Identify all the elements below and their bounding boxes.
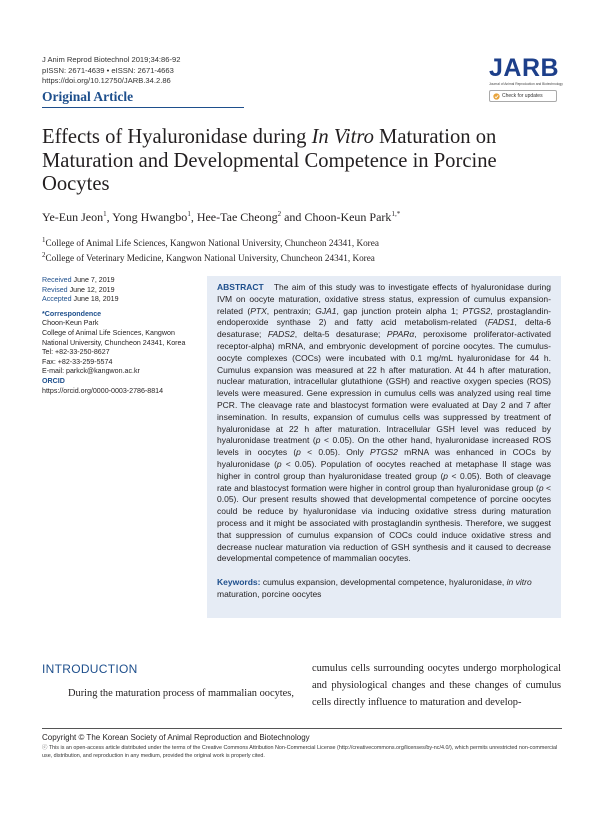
journal-logo	[489, 54, 563, 102]
abstract-italic: p	[296, 447, 301, 458]
check-updates-icon	[493, 93, 500, 100]
abstract-italic: PPARα	[386, 329, 415, 340]
abstract-italic: FADS1	[487, 317, 515, 328]
introduction-heading: INTRODUCTION	[42, 662, 138, 676]
abstract-segment: mRNA was enhanced in COCs by hyaluronidase (	[217, 447, 552, 469]
keywords-segment: maturation, porcine oocytes	[217, 588, 322, 599]
journal-logo-subtitle: Journal of Animal Reproduction and Biotechnology	[489, 82, 563, 86]
revised-value: June 12, 2019	[67, 285, 115, 294]
author-name: Yong Hwangbo	[112, 210, 188, 224]
article-side-info	[42, 276, 202, 396]
orcid-link[interactable]: https://orcid.org/0000-0003-2786-8814	[42, 386, 164, 395]
correspondence-address: College of Animal Life Sciences, Kangwon National University, Chuncheon 24341, Korea	[42, 328, 186, 347]
affiliation-number: 2	[42, 250, 46, 259]
author-separator: ,	[106, 210, 113, 224]
author-affiliation-mark: 2	[277, 210, 282, 218]
journal-citation: J Anim Reprod Biotechnol 2019;34:86-92	[42, 55, 181, 64]
abstract-box	[207, 276, 561, 618]
header-rule	[42, 107, 244, 108]
title-part-2: Maturation on Maturation and Developmental Competence in Porcine Oocytes	[42, 126, 497, 195]
accepted-label: Accepted	[42, 295, 72, 304]
introduction-left-paragraph: During the maturation process of mammalian oocytes,	[68, 688, 294, 699]
journal-logo-text: JARB	[489, 54, 560, 82]
license-notice	[42, 745, 562, 760]
keywords-segment: cumulus expansion, developmental competence, hyaluronidase,	[260, 577, 507, 588]
author-name: Choon-Keun Park	[304, 210, 392, 224]
author-affiliation-mark: 1,*	[391, 210, 401, 218]
article-title	[42, 126, 562, 197]
affiliation-text: College of Animal Life Sciences, Kangwon National University, Chuncheon 24341, Korea	[45, 238, 379, 249]
title-italic: In Vitro	[311, 126, 374, 148]
author-name: Ye-Eun Jeon	[42, 210, 104, 224]
received-date	[42, 276, 202, 286]
correspondence-email[interactable]: E-mail: parkck@kangwon.ac.kr	[42, 367, 140, 376]
revised-date	[42, 286, 202, 296]
abstract-italic: FADS2	[267, 329, 295, 340]
orcid-heading: ORCID	[42, 376, 65, 385]
abstract-segment: , delta-5 desaturase;	[294, 329, 387, 340]
author-affiliation-mark: 1	[187, 210, 191, 218]
article-type: Original Article	[42, 89, 134, 104]
abstract-italic: p	[538, 482, 544, 493]
check-for-updates-button[interactable]	[489, 90, 557, 102]
abstract-segment: , pentraxin;	[266, 305, 316, 316]
doi-link[interactable]: https://doi.org/10.12750/JARB.34.2.86	[42, 76, 171, 86]
issn-line: pISSN: 2671-4639 • eISSN: 2671-4663	[42, 65, 174, 75]
copyright-notice: Copyright © The Korean Society of Animal Reproduction and Biotechnology	[42, 733, 310, 742]
abstract-segment: < 0.05). Our present results showed that developmental competence of porcine oocytes could be reduce by hyaluronidase via inducing oxidative stress during maturation process and it might be associated with prostaglandin synthesis. Therefore, we suggest that suppression of cumulus expansion of COCs could induce oxidative stress and decrease nuclear maturation via reduction of GSH synthesis and it caused to decrease developmental competence of mammalian oocytes.	[217, 482, 551, 564]
abstract-label: ABSTRACT	[217, 282, 264, 292]
keywords	[217, 577, 551, 601]
abstract-italic: PTX	[250, 305, 267, 316]
author-list	[42, 210, 400, 225]
abstract-segment: < 0.05). On the other hand, hyaluronidase increased ROS levels in oocytes (	[217, 435, 551, 458]
title-part-1: Effects of Hyaluronidase during	[42, 126, 312, 148]
abstract-italic: PTGS2	[462, 305, 491, 316]
abstract-text	[217, 282, 551, 565]
article-dates	[42, 276, 202, 305]
received-value: June 7, 2019	[71, 276, 115, 284]
abstract-segment: , delta-6 desaturase;	[217, 317, 551, 340]
accepted-value: June 18, 2019	[71, 295, 119, 304]
abstract-segment: The aim of this study was to investigate effects of hyaluronidase during IVM on oocyte maturation, oxidative stress status, expression of cumulus expansion-related (	[217, 282, 551, 316]
correspondence-heading: *Correspondence	[42, 309, 102, 318]
abstract-segment: < 0.05). Population of oocytes reached at metaphase II stage was higher in control group than hyaluronidase treated group (	[217, 458, 551, 481]
abstract-italic: GJA1	[315, 305, 337, 316]
check-updates-label: Check for updates	[502, 93, 543, 99]
license-text: This is an open-access article distributed under the terms of the Creative Commons Attribution Non-Commercial License (http://creativecommons.org/licenses/by-nc/4.0/), which permits unrestricted non-commercial use, distribution, and reproduction in any medium, provided the original work is properly cited.	[42, 745, 558, 759]
correspondence-fax: Fax: +82-33-259-5574	[42, 357, 113, 366]
creative-commons-icon: ⓒ	[42, 745, 48, 751]
accepted-date	[42, 295, 202, 305]
keywords-italic: in vitro	[506, 577, 532, 588]
abstract-segment: < 0.05). Both of cleavage rate and blastocyst formation were higher in control group than hyaluronidase group (	[217, 470, 551, 493]
journal-meta	[42, 55, 180, 87]
affiliation-1	[42, 235, 379, 250]
abstract-segment: , peroxisome proliferator-activated receptor-alpha) mRNA, and embryonic development of porcine oocytes. The cumulus-oocyte complexes (COCs) were incubated with 0.1 mg/mL hyaluronidase for 44 h. Cumulus expansion was measured at 22 h after maturation. At 44 h after maturation, nuclear maturation, intracellular glutathione (GSH) and reactive oxygen species (ROS) levels were measured. Gene expression in cumulus cells was analyzed using real time PCR. The cleavage rate and blastocyst formation were evaluated at Day 2 and 7 after insemination. In results, expansion of cumulus cells was suppressed by treatment of hyaluronidase at 22 h after maturation. Intracellular GSH level was reduced by hyaluronidase treatment (	[217, 329, 551, 446]
abstract-segment: < 0.05). Only	[300, 447, 371, 458]
footer-rule	[42, 728, 562, 729]
author-separator: ,	[190, 210, 197, 224]
author-affiliation-mark: 1	[103, 210, 107, 218]
abstract-italic: p	[315, 435, 321, 446]
abstract-italic: p	[443, 470, 449, 481]
received-label: Received	[42, 276, 72, 284]
affiliations	[42, 235, 379, 264]
abstract-italic: p	[276, 458, 282, 469]
abstract-italic: PTGS2	[370, 447, 398, 458]
author-separator: and	[281, 210, 305, 224]
abstract-segment: , prostaglandin-endoperoxide synthase 2) and fatty acid metabolism-related (	[217, 305, 552, 328]
affiliation-number: 1	[42, 236, 46, 244]
keywords-label: Keywords:	[217, 577, 261, 588]
correspondence-name: Choon-Keun Park	[42, 319, 99, 328]
correspondence-tel: Tel: +82-33-250-8627	[42, 348, 110, 357]
introduction-right-paragraph: cumulus cells surrounding oocytes undergo morphological and physiological changes and these changes of cumulus cells directly influence to maturation and develop-	[312, 663, 561, 708]
affiliation-text: College of Veterinary Medicine, Kangwon National University, Chuncheon 24341, Korea	[45, 252, 375, 263]
author-name: Hee-Tae Cheong	[196, 210, 278, 224]
affiliation-2	[42, 250, 379, 265]
revised-label: Revised	[42, 285, 68, 294]
abstract-segment: , gap junction protein alpha 1;	[336, 305, 463, 316]
